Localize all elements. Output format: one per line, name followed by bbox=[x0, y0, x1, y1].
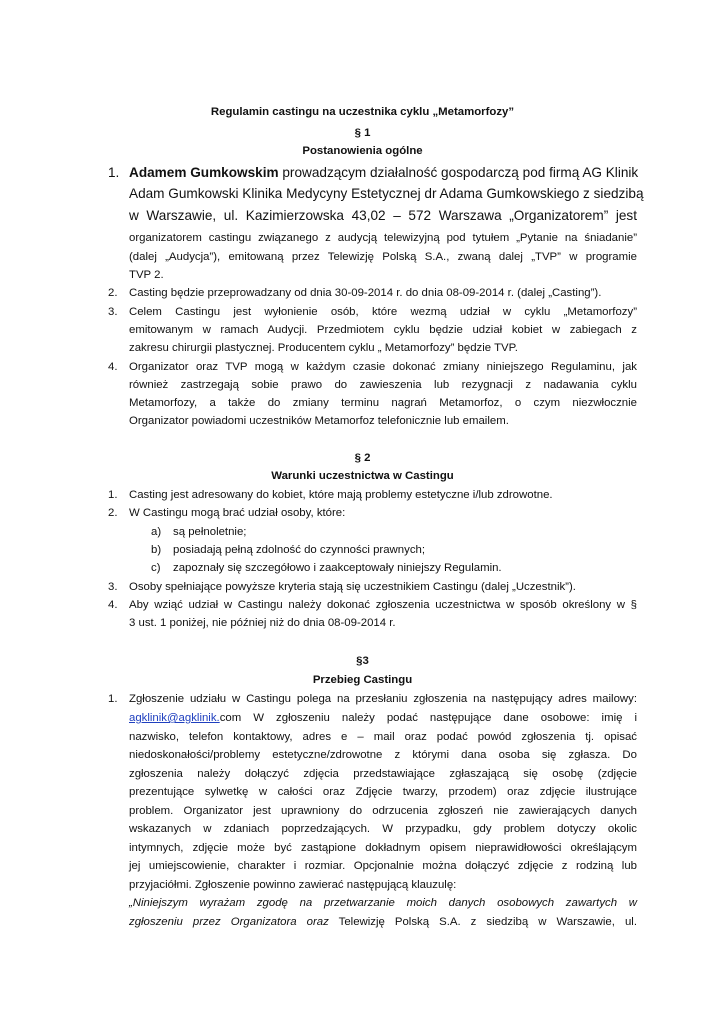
section-2-title: Warunki uczestnictwa w Castingu bbox=[271, 470, 454, 482]
s1-item-1-line: TVP 2. bbox=[129, 269, 164, 281]
s2-item-4-line: Aby wziąć udział w Castingu należy dokonać zgłoszenia uczestnictwa w sposób określony w § bbox=[129, 599, 637, 611]
s2-subitem-text: posiadają pełną zdolność do czynności prawnych; bbox=[173, 544, 426, 556]
section-1-number: § 1 bbox=[354, 127, 371, 139]
s3-item-1-line: problem. Organizator jest uprawniony do odrzucenia zgłoszeń nie zawierających danych bbox=[129, 805, 637, 817]
email-link[interactable]: agklinik@agklinik. bbox=[129, 712, 220, 724]
s3-item-1-line: prezentujące sylwetkę w całości oraz Zdjęcie twarzy, przodem) oraz zdjęcie ilustrujące bbox=[129, 786, 637, 798]
s2-item-3-line: Osoby spełniające powyższe kryteria stają się uczestnikiem Castingu (dalej „Uczestnik”). bbox=[129, 581, 576, 593]
s1-item-2-number: 2. bbox=[108, 287, 118, 299]
s3-item-1-line: Zgłoszenie udziału w Castingu polega na przesłaniu zgłoszenia na następujący adres mailowy: bbox=[129, 693, 637, 705]
s1-item-3-line: emitowanym w ramach Audycji. Przedmiotem cyklu będzie udział kobiet w zabiegach z bbox=[129, 324, 637, 336]
s3-item-1-line: zgłoszenia należy dołączyć zdjęcia przedstawiające zgłaszającą się osobę (zdjęcie bbox=[129, 768, 637, 780]
s1-item-3-number: 3. bbox=[108, 306, 118, 318]
document-title: Regulamin castingu na uczestnika cyklu „Metamorfozy” bbox=[210, 106, 515, 118]
s1-item-4-line: również zastrzegają sobie prawo do zawieszenia lub rezygnacji z nadawania cyklu bbox=[129, 379, 637, 391]
s2-subitem-letter: b) bbox=[151, 544, 162, 556]
s1-item-1-number: 1. bbox=[108, 165, 120, 180]
s2-item-4-line: 3 ust. 1 poniżej, nie później niż do dnia 08-09-2014 r. bbox=[129, 617, 396, 629]
s1-item-4-line: Organizator powiadomi uczestników Metamorfoz telefonicznie lub emailem. bbox=[129, 415, 509, 427]
s2-item-1-line: Casting jest adresowany do kobiet, które mają problemy estetyczne i/lub zdrowotne. bbox=[129, 489, 553, 501]
s3-item-1-line: agklinik@agklinik.com W zgłoszeniu należy podać następujące dane osobowe: imię i bbox=[129, 712, 637, 724]
section-3-title: Przebieg Castingu bbox=[312, 674, 413, 686]
s2-subitem-text: zapoznały się szczegółowo i zaakceptowały niniejszy Regulamin. bbox=[173, 562, 502, 574]
s3-item-1-line: jej umiejscowienie, charakter i rozmiar. Opcjonalnie można dołączyć zdjęcie z rodziną lub bbox=[129, 860, 637, 872]
s2-item-2-number: 2. bbox=[108, 507, 118, 519]
section-2-number: § 2 bbox=[354, 452, 371, 464]
s2-item-1-number: 1. bbox=[108, 489, 118, 501]
s2-item-3-number: 3. bbox=[108, 581, 118, 593]
s1-item-4-number: 4. bbox=[108, 361, 118, 373]
s1-item-3-line: Celem Castingu jest wyłonienie osób, które wezmą udział w cyklu „Metamorfozy” bbox=[129, 306, 637, 318]
s1-item-1-line: Adam Gumkowski Klinika Medycyny Estetycznej dr Adama Gumkowskiego z siedzibą bbox=[129, 186, 644, 201]
s1-item-2-line: Casting będzie przeprowadzany od dnia 30-09-2014 r. do dnia 08-09-2014 r. (dalej „Casting”). bbox=[129, 287, 602, 299]
s3-item-1-number: 1. bbox=[108, 693, 118, 705]
s3-item-1-line: nazwisko, telefon kontaktowy, adres e – mail oraz podać powód zgłoszenia tj. opisać bbox=[129, 731, 637, 743]
s1-item-4-line: Metamorfozy, a także do zmiany terminu nagrań Metamorfoz, o czym niezwłocznie bbox=[129, 397, 637, 409]
s3-item-1-line: wskazanych w zdaniach poprzedzających. W przypadku, gdy problem dotyczy okolic bbox=[129, 823, 637, 835]
s2-item-4-number: 4. bbox=[108, 599, 118, 611]
s1-item-1-line: Adamem Gumkowskim prowadzącym działalność gospodarczą pod firmą AG Klinik bbox=[129, 165, 639, 180]
s2-subitem-letter: c) bbox=[151, 562, 161, 574]
s1-item-3-line: zakresu chirurgii plastycznej. Producentem cyklu „ Metamorfozy” będzie TVP. bbox=[129, 342, 518, 354]
consent-clause-line: „Niniejszym wyrażam zgodę na przetwarzanie moich danych osobowych zawartych w bbox=[129, 897, 637, 909]
s2-item-2-line: W Castingu mogą brać udział osoby, które: bbox=[129, 507, 346, 519]
organizer-name: Adamem Gumkowskim bbox=[129, 165, 279, 180]
s2-subitem-text: są pełnoletnie; bbox=[173, 526, 247, 538]
section-1-title: Postanowienia ogólne bbox=[302, 145, 423, 157]
s1-item-4-line: Organizator oraz TVP mogą w każdym czasie dokonać zmiany niniejszego Regulaminu, jak bbox=[129, 361, 637, 373]
s1-item-1-line: (dalej „Audycja”), emitowaną przez Telewizję Polską S.A., zwaną dalej „TVP” w programie bbox=[129, 251, 637, 263]
s3-item-1-line: przyjaciółmi. Zgłoszenie powinno zawierać następującą klauzulę: bbox=[129, 879, 457, 891]
consent-clause-line: zgłoszeniu przez Organizatora oraz Telewizję Polską S.A. z siedzibą w Warszawie, ul. bbox=[129, 916, 637, 928]
s1-item-1-line: w Warszawie, ul. Kazimierzowska 43,02 – 572 Warszawa „Organizatorem” jest bbox=[129, 208, 637, 223]
s3-item-1-line: niedoskonałości/problemy estetyczne/zdrowotne z którymi dana osoba się zgłasza. Do bbox=[129, 749, 637, 761]
s1-item-1-line: organizatorem castingu związanego z audycją telewizyjną pod tytułem „Pytanie na śniadanie” bbox=[129, 232, 637, 244]
section-3-number: §3 bbox=[356, 655, 369, 667]
s2-subitem-letter: a) bbox=[151, 526, 162, 538]
s3-item-1-line: intymnych, zdjęcie może być zastąpione dokładnym opisem nieprawidłowości określającym bbox=[129, 842, 637, 854]
